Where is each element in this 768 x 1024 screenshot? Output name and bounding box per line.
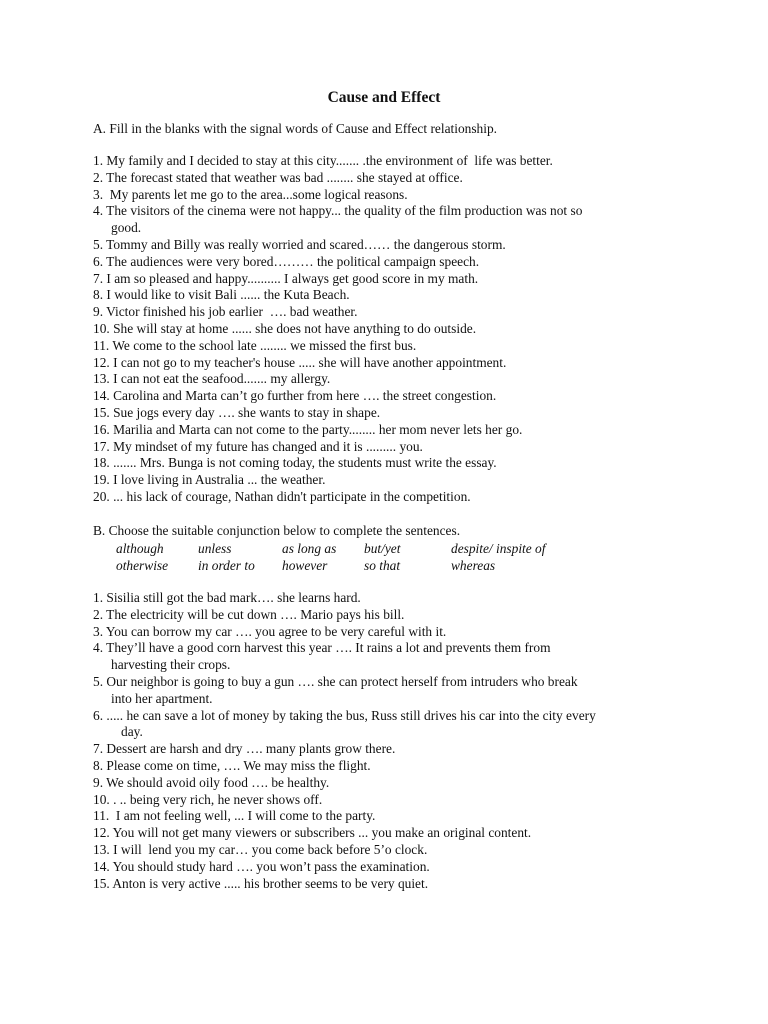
list-item-continuation: into her apartment.: [111, 690, 213, 706]
list-item: 6. The audiences were very bored……… the political campaign speech.: [93, 253, 480, 269]
section-a-instruction: A. Fill in the blanks with the signal words of Cause and Effect relationship.: [93, 121, 498, 136]
list-item: 15. Anton is very active ..... his brother seems to be very quiet.: [93, 875, 429, 891]
list-item: 19. I love living in Australia ... the weather.: [93, 472, 326, 488]
conjunction-row: [116, 540, 571, 557]
list-item: 3. My parents let me go to the area...some logical reasons.: [93, 186, 408, 202]
conjunction-word: as long as: [282, 541, 337, 556]
list-item: 16. Marilia and Marta can not come to the party........ her mom never lets her go.: [93, 421, 523, 437]
list-item-continuation: harvesting their crops.: [111, 657, 231, 673]
list-item: 3. You can borrow my car …. you agree to be very careful with it.: [93, 623, 447, 639]
list-item: 1. My family and I decided to stay at this city....... .the environment of life was better.: [93, 153, 553, 168]
conjunction-word: but/yet: [364, 541, 401, 556]
list-item: 18. ....... Mrs. Bunga is not coming today, the students must write the essay.: [93, 455, 497, 471]
list-item: 9. We should avoid oily food …. be healthy.: [93, 774, 330, 790]
conjunction-word: in order to: [198, 558, 255, 573]
list-item: 8. I would like to visit Bali ...... the Kuta Beach.: [93, 287, 350, 303]
list-item: 10. She will stay at home ...... she does not have anything to do outside.: [93, 320, 477, 336]
list-item: 1. Sisilia still got the bad mark…. she learns hard.: [93, 590, 361, 605]
conjunction-row: [116, 557, 571, 574]
list-item: 9. Victor finished his job earlier …. bad weather.: [93, 304, 358, 320]
conjunction-word-bank: [116, 540, 571, 574]
section-b-instruction: B. Choose the suitable conjunction below to complete the sentences.: [93, 523, 461, 538]
list-item: 20. ... his lack of courage, Nathan didn't participate in the competition.: [93, 488, 471, 504]
list-item: 11. I am not feeling well, ... I will come to the party.: [93, 808, 376, 824]
list-item: 4. The visitors of the cinema were not happy... the quality of the film production was not so: [93, 203, 583, 219]
conjunction-word: otherwise: [116, 558, 169, 573]
list-item: 2. The forecast stated that weather was bad ........ she stayed at office.: [93, 169, 463, 185]
list-item: 12. You will not get many viewers or subscribers ... you make an original content.: [93, 825, 532, 841]
list-item-continuation: day.: [121, 724, 143, 740]
list-item: 5. Tommy and Billy was really worried and scared…… the dangerous storm.: [93, 236, 506, 252]
conjunction-word: unless: [198, 541, 232, 556]
section-a-list: [93, 153, 693, 506]
section-b-list: [93, 590, 693, 892]
list-item: 14. Carolina and Marta can’t go further from here …. the street congestion.: [93, 388, 497, 404]
conjunction-word: however: [282, 558, 328, 573]
conjunction-word: although: [116, 541, 164, 556]
list-item: 14. You should study hard …. you won’t pass the examination.: [93, 858, 430, 874]
list-item: 10. . .. being very rich, he never shows off.: [93, 791, 323, 807]
conjunction-word: whereas: [451, 558, 496, 573]
list-item: 15. Sue jogs every day …. she wants to stay in shape.: [93, 404, 381, 420]
list-item-continuation: good.: [111, 220, 142, 236]
list-item: 17. My mindset of my future has changed and it is ......... you.: [93, 438, 423, 454]
list-item: 12. I can not go to my teacher's house ..... she will have another appointment.: [93, 354, 507, 370]
list-item: 4. They’ll have a good corn harvest this year …. It rains a lot and prevents them from: [93, 640, 551, 656]
list-item: 7. I am so pleased and happy.......... I always get good score in my math.: [93, 270, 479, 286]
list-item: 8. Please come on time, …. We may miss the flight.: [93, 757, 371, 773]
list-item: 5. Our neighbor is going to buy a gun …. she can protect herself from intruders who break: [93, 673, 578, 689]
conjunction-word: so that: [364, 558, 401, 573]
list-item: 13. I can not eat the seafood....... my allergy.: [93, 371, 331, 387]
list-item: 11. We come to the school late ........ we missed the first bus.: [93, 337, 417, 353]
list-item: 7. Dessert are harsh and dry …. many plants grow there.: [93, 741, 396, 757]
page-title: Cause and Effect: [327, 89, 441, 106]
list-item: 6. ..... he can save a lot of money by taking the bus, Russ still drives his car into the city every: [93, 707, 596, 723]
conjunction-word: despite/ inspite of: [451, 541, 546, 556]
list-item: 13. I will lend you my car… you come back before 5’o clock.: [93, 841, 428, 857]
list-item: 2. The electricity will be cut down …. Mario pays his bill.: [93, 606, 405, 622]
